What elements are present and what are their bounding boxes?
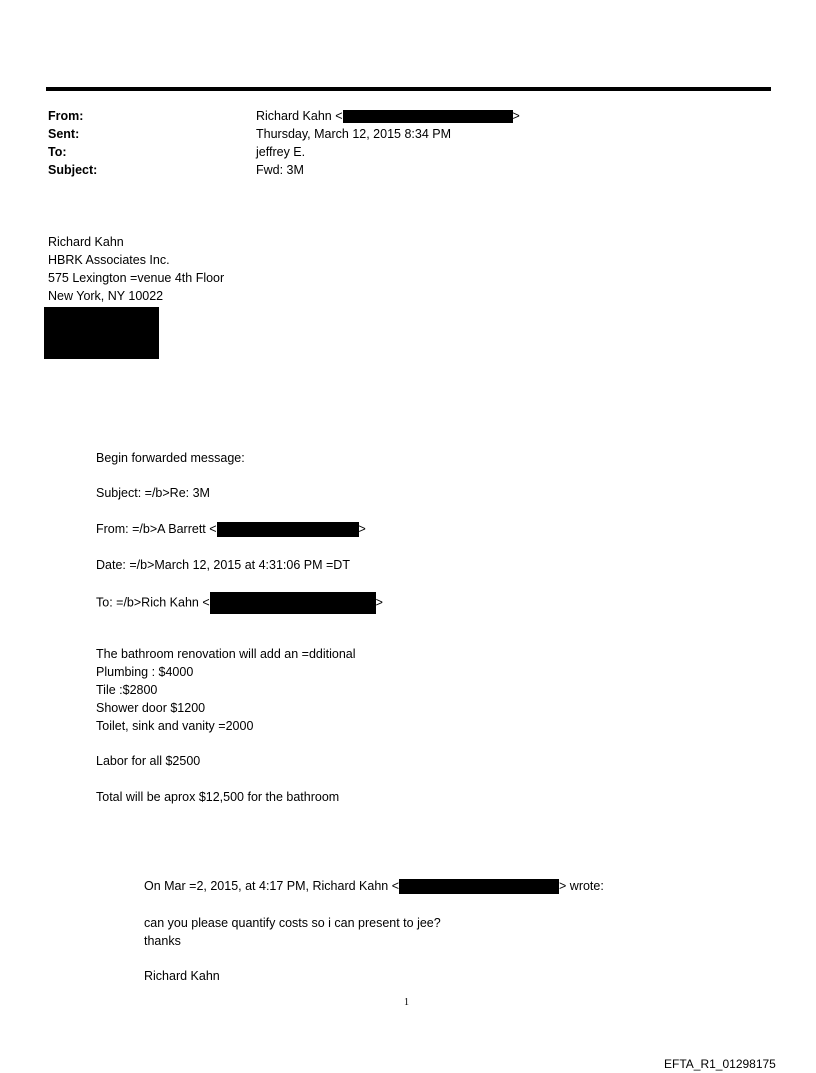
from-value — [256, 107, 520, 125]
sent-value: Thursday, March 12, 2015 8:34 PM — [256, 127, 452, 141]
subject-value: Fwd: 3M — [256, 163, 304, 177]
redaction-bar — [399, 879, 559, 894]
signature-address-line2: New York, NY 10022 — [48, 289, 164, 303]
forwarded-intro: Begin forwarded message: — [96, 451, 245, 465]
forwarded-to-text: To: =/b>Rich Kahn < — [96, 595, 210, 610]
redaction-bar — [210, 592, 376, 614]
forwarded-from — [96, 520, 366, 538]
body-total: Total will be aprox $12,500 for the bathroom — [96, 790, 340, 804]
forwarded-date: Date: =/b>March 12, 2015 at 4:31:06 PM =DT — [96, 558, 350, 572]
forwarded-to-bracket: > — [375, 595, 383, 610]
quoted-header — [144, 877, 604, 895]
body-line: Plumbing : $4000 — [96, 665, 194, 679]
redaction-bar — [217, 522, 359, 537]
quoted-line: can you please quantify costs so i can present to jee? — [144, 916, 441, 930]
redaction-block — [44, 307, 159, 359]
forwarded-from-bracket: > — [358, 522, 366, 536]
signature-company: HBRK Associates Inc. — [48, 253, 170, 267]
forwarded-to — [96, 592, 383, 614]
body-line: Tile :$2800 — [96, 683, 158, 697]
forwarded-from-text: From: =/b>A Barrett < — [96, 522, 217, 536]
to-value: jeffrey E. — [256, 145, 306, 159]
from-sender: Richard Kahn < — [256, 109, 343, 123]
signature-name: Richard Kahn — [48, 235, 124, 249]
page-number: 1 — [404, 997, 409, 1008]
body-line: The bathroom renovation will add an =dditional — [96, 647, 356, 661]
document-id: EFTA_R1_01298175 — [664, 1057, 776, 1071]
body-labor: Labor for all $2500 — [96, 754, 201, 768]
quoted-signature: Richard Kahn — [144, 969, 220, 983]
header-rule — [46, 87, 771, 91]
body-line: Toilet, sink and vanity =2000 — [96, 719, 254, 733]
signature-address-line1: 575 Lexington =venue 4th Floor — [48, 271, 225, 285]
body-line: Shower door $1200 — [96, 701, 206, 715]
quoted-header-end: > wrote: — [559, 879, 604, 893]
subject-label: Subject: — [48, 163, 98, 177]
from-label: From: — [48, 109, 84, 123]
sent-label: Sent: — [48, 127, 80, 141]
quoted-header-text: On Mar =2, 2015, at 4:17 PM, Richard Kahn < — [144, 879, 400, 893]
forwarded-subject: Subject: =/b>Re: 3M — [96, 486, 210, 500]
redaction-bar — [343, 110, 513, 123]
from-bracket: > — [512, 109, 520, 123]
to-label: To: — [48, 145, 67, 159]
quoted-line: thanks — [144, 934, 181, 948]
